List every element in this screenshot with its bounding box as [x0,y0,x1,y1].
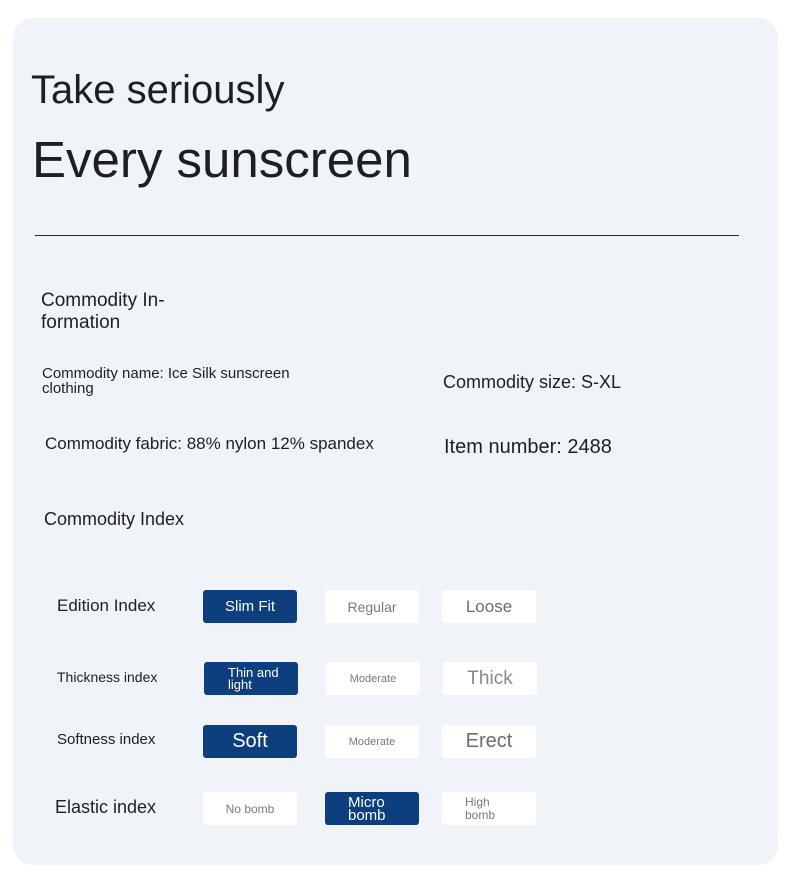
commodity-information-heading: Commodity In-formation [41,290,165,333]
thickness-option-moderate[interactable]: Moderate [326,662,420,695]
commodity-fabric: Commodity fabric: 88% nylon 12% spandex [45,434,374,453]
commodity-index-heading: Commodity Index [44,509,185,529]
commodity-size: Commodity size: S-XL [443,372,622,392]
thickness-option-thin-and-light-label: Thin and light [228,664,279,692]
headline-take-seriously: Take seriously [31,68,285,112]
elastic-option-micro-bomb-label: Micro bomb [348,793,386,824]
softness-option-erect[interactable]: Erect [442,725,536,758]
thickness-index-label: Thickness index [57,669,158,685]
edition-option-loose[interactable]: Loose [442,590,536,623]
product-card [13,18,778,865]
item-number: Item number: 2488 [444,436,612,458]
elastic-index-label: Elastic index [55,797,157,817]
headline-every-sunscreen: Every sunscreen [32,131,412,188]
elastic-option-high-bomb[interactable] [442,792,536,825]
softness-option-moderate[interactable]: Moderate [325,725,419,758]
edition-option-slim-fit[interactable]: Slim Fit [203,590,297,623]
elastic-option-micro-bomb[interactable] [325,792,419,825]
edition-index-label: Edition Index [57,596,156,615]
divider [35,235,739,236]
edition-option-regular[interactable]: Regular [325,590,419,623]
thickness-option-thin-and-light[interactable] [204,662,298,695]
thickness-option-thick[interactable]: Thick [443,662,537,695]
elastic-option-high-bomb-label: High bomb [465,794,496,822]
commodity-name: Commodity name: Ice Silk sunscreen clothing [42,365,290,397]
softness-option-soft[interactable]: Soft [203,725,297,758]
elastic-option-no-bomb[interactable]: No bomb [203,792,297,825]
softness-index-label: Softness index [57,731,156,748]
